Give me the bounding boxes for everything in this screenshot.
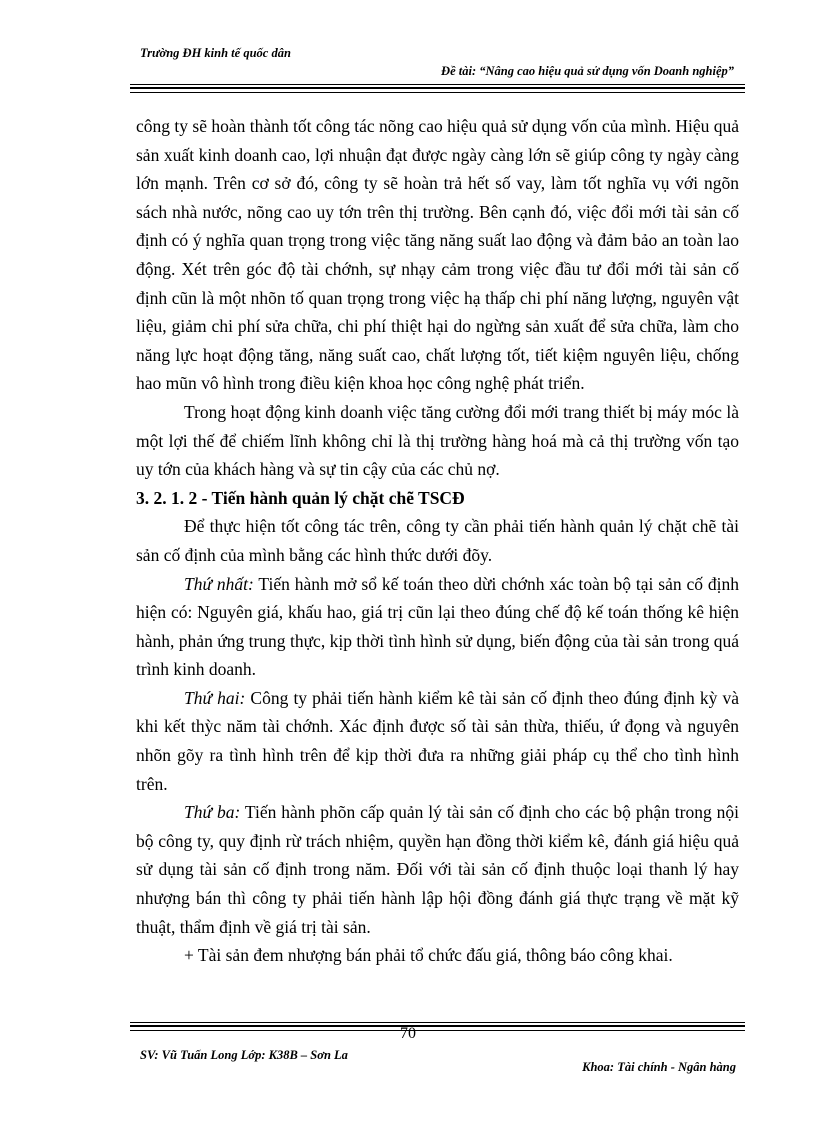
paragraph-7: + Tài sản đem nhượng bán phải tổ chức đấu giá, thông báo công khai. [184, 945, 673, 966]
footer-rule-thin [130, 1022, 745, 1023]
paragraph-4-text: Tiến hành mở sổ kế toán theo dừi chớnh xác toàn bộ tại sản cố định hiện có: Nguyên giá, khấu hao, giá trị cũn lại theo đúng chế độ kế toán thống kê hiện hành, phản ứng trung thực, kịp thời tình hình sử dụng, biến động của tài sản trong quá trình kinh doanh. [136, 573, 740, 680]
page-number: 70 [400, 1025, 416, 1042]
footer-student: SV: Vũ Tuấn Long Lớp: K38B – Sơn La [140, 1048, 348, 1062]
paragraph-4-lead: Thứ nhất: [184, 573, 254, 594]
paragraph-6-text: Tiến hành phõn cấp quản lý tài sản cố định cho các bộ phận trong nội bộ công ty, quy định rừ trách nhiệm, quyền hạn đồng thời kiểm kê, đánh giá hiệu quả sử dụng tài sản cố định trong năm. Đối với tài sản cố định thuộc loại thanh lý hay nhượng bán thì công ty phải tiến hành lập hội đồng đánh giá thực trạng về mặt kỹ thuật, thẩm định về giá trị tài sản. [136, 802, 739, 937]
paragraph-6 [136, 798, 739, 941]
section-heading: 3. 2. 1. 2 - Tiến hành quản lý chặt chẽ TSCĐ [136, 487, 465, 508]
header-rule-thick [130, 87, 745, 89]
footer-faculty: Khoa: Tài chính - Ngân hàng [582, 1060, 736, 1074]
paragraph-6-lead: Thứ ba: [184, 802, 241, 823]
paragraph-2: Trong hoạt động kinh doanh việc tăng cường đổi mới trang thiết bị máy móc là một lợi thế để chiếm lĩnh không chỉ là thị trường hàng hoá mà cả thị trường vốn tạo uy tớn của khách hàng và sự tin cậy của các chủ nợ. [136, 401, 739, 480]
paragraph-1: công ty sẽ hoàn thành tốt công tác nõng cao hiệu quả sử dụng vốn của mình. Hiệu quả sản xuất kinh doanh cao, lợi nhuận đạt được ngày càng lớn sẽ giúp công ty ngày càng lớn mạnh. Trên cơ sở đó, công ty sẽ hoàn trả hết số vay, làm tốt nghĩa vụ với ngõn sách nhà nước, nõng cao uy tớn trên thị trường. Bên cạnh đó, việc đổi mới tài sản cố định có ý nghĩa quan trọng trong việc tăng năng suất lao động và đảm bảo an toàn lao động. Xét trên góc độ tài chớnh, sự nhạy cảm trong việc đầu tư đổi mới tài sản cố định cũn là một nhõn tố quan trọng trong việc hạ thấp chi phí năng lượng, nguyên vật liệu, giảm chi phí sửa chữa, chi phí thiệt hại do ngừng sản xuất để sửa chữa, làm cho năng lực hoạt động tăng, năng suất cao, chất lượng tốt, tiết kiệm nguyên liệu, chống hao mũn vô hình trong điều kiện khoa học công nghệ phát triển. [136, 116, 739, 394]
paragraph-3: Để thực hiện tốt công tác trên, công ty cần phải tiến hành quản lý chặt chẽ tài sản cố định của mình bằng các hình thức dưới đõy. [136, 516, 739, 565]
header-school: Trường ĐH kinh tế quốc dân [140, 46, 291, 60]
page-body [136, 112, 739, 970]
header-rule-thin [130, 84, 745, 85]
header-rule-thin-lower [130, 92, 745, 93]
paragraph-4 [136, 570, 739, 684]
paragraph-5-lead: Thứ hai: [184, 687, 246, 708]
header-topic: Đề tài: “Nâng cao hiệu quả sử dụng vốn Doanh nghiệp” [441, 64, 734, 78]
paragraph-5-text: Công ty phải tiến hành kiểm kê tài sản cố định theo đúng định kỳ và khi kết thỳc năm tài chớnh. Xác định được số tài sản thừa, thiếu, ứ đọng và nguyên nhõn gõy ra tình hình trên để kịp thời đưa ra những giải pháp cụ thể cho tình hình trên. [136, 687, 740, 794]
paragraph-5 [136, 684, 739, 798]
